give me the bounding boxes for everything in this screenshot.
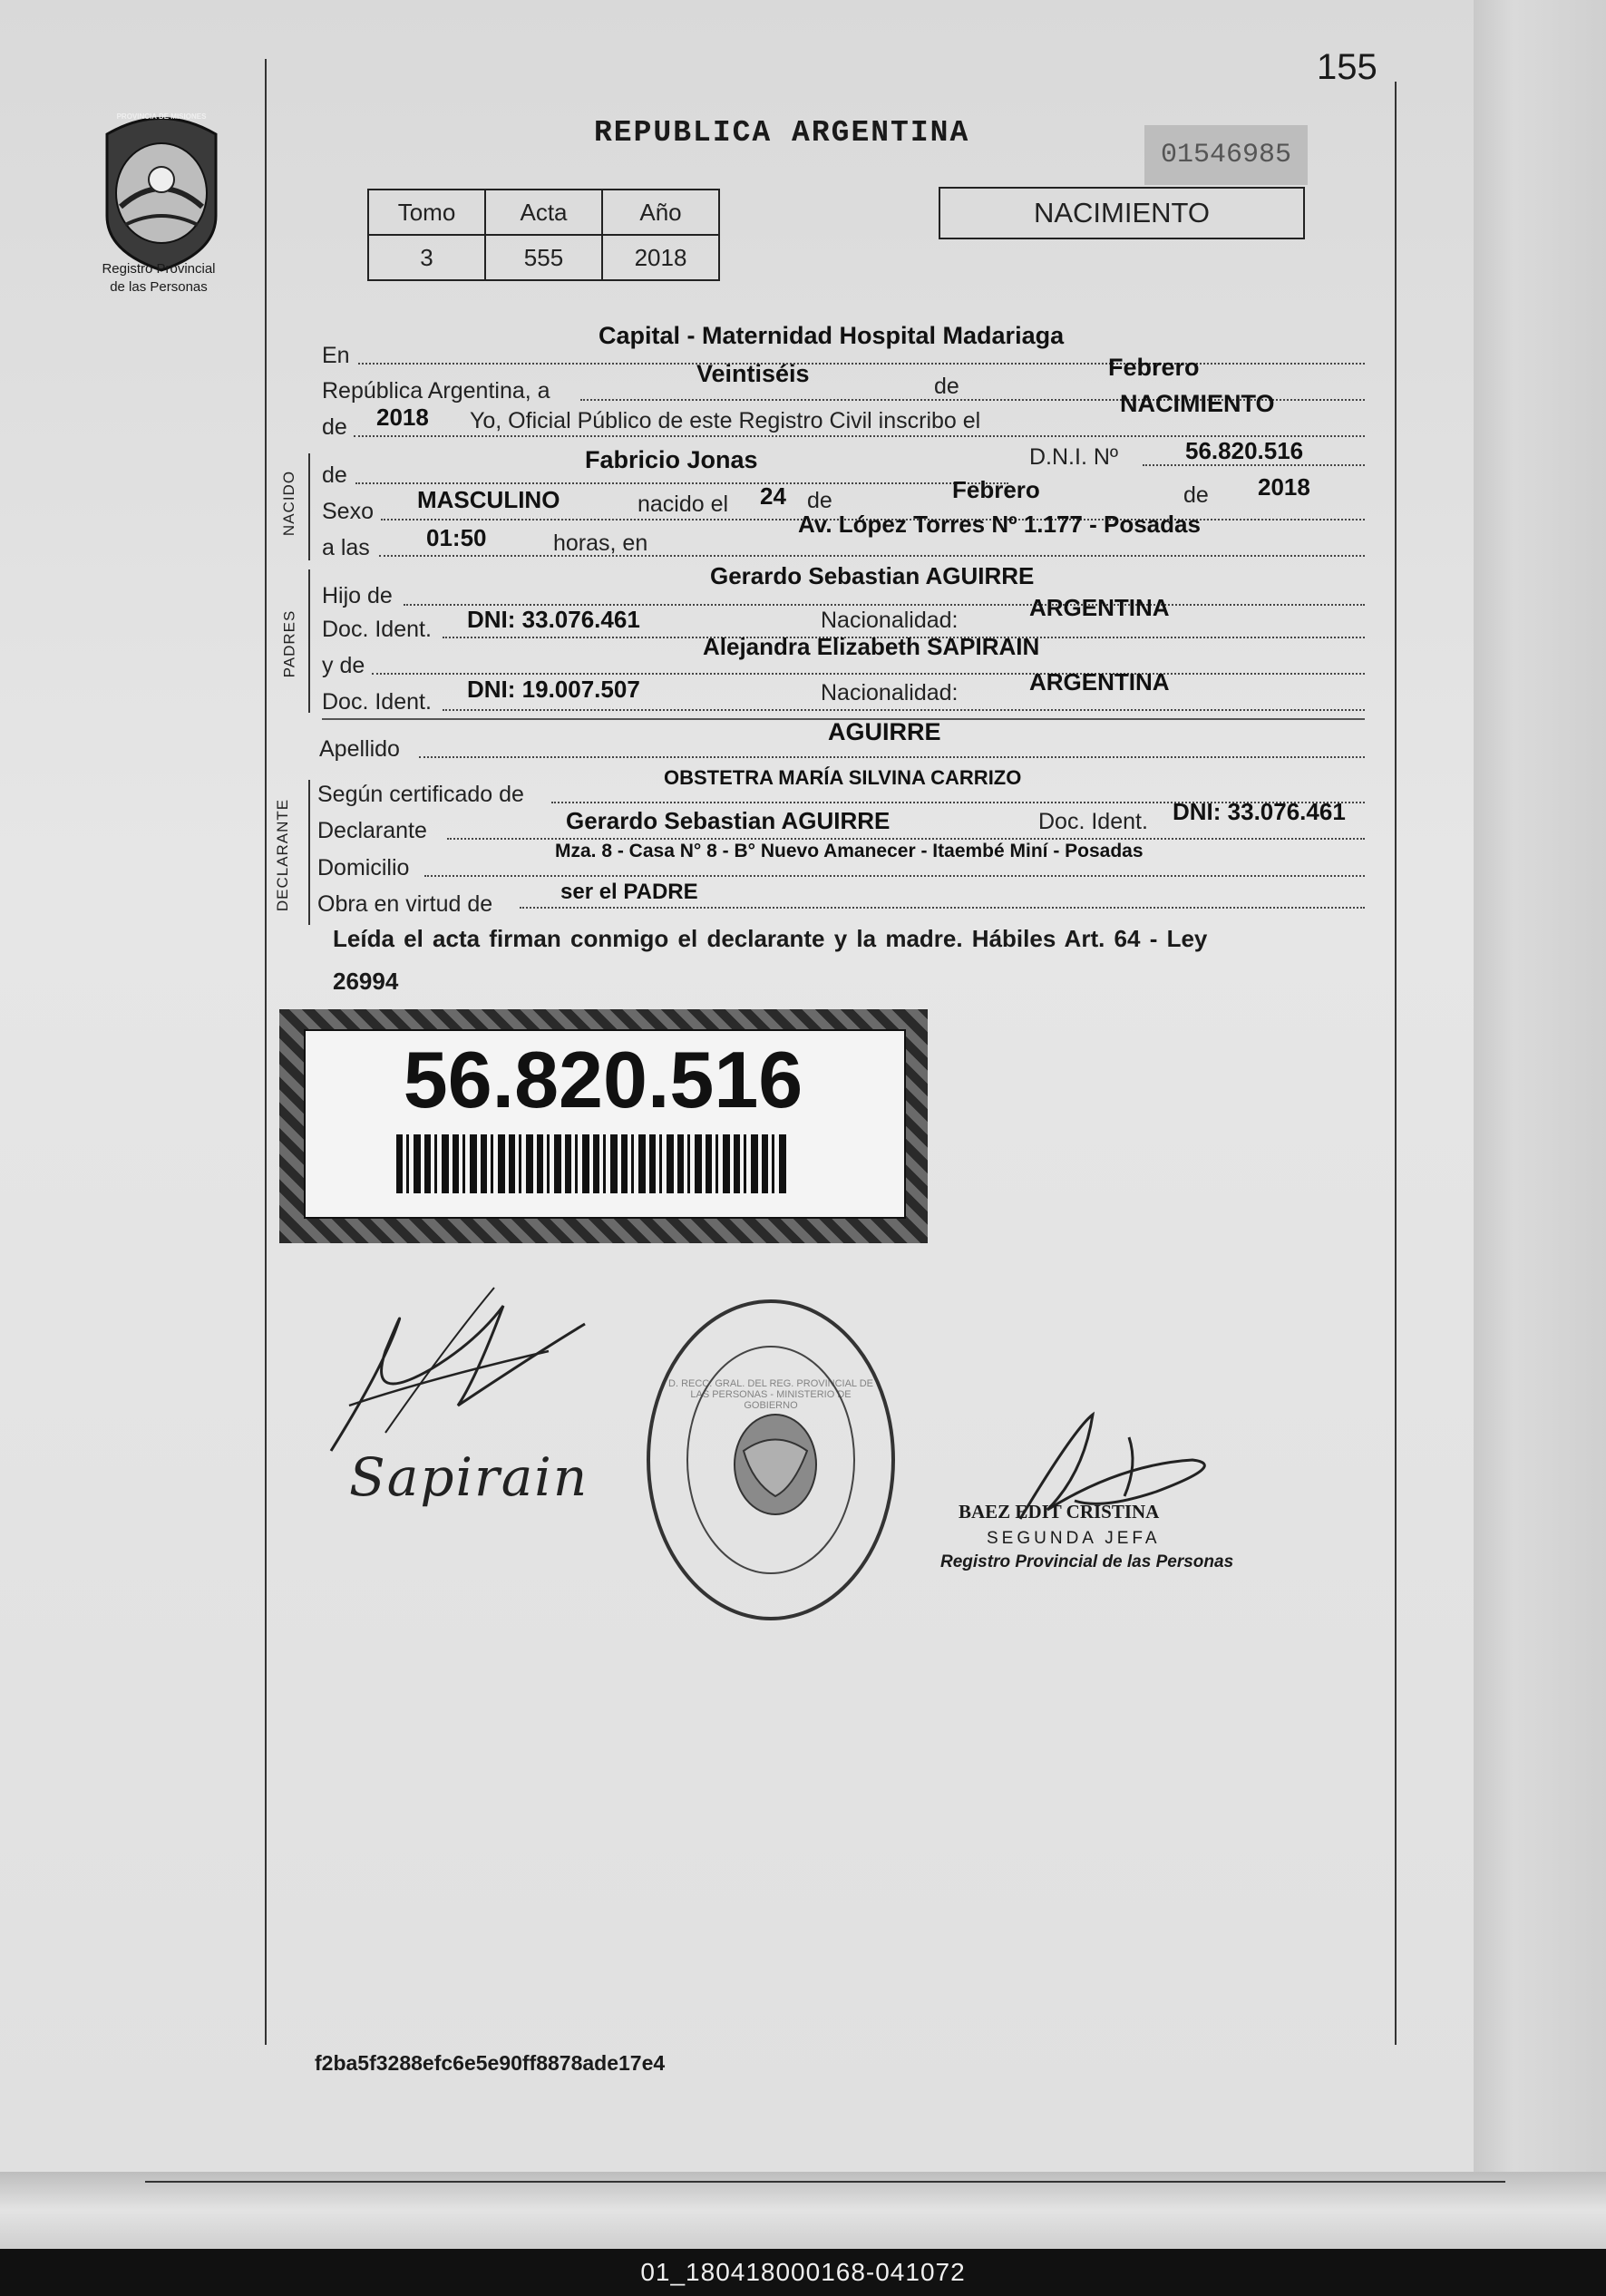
de-label: de [934,374,959,399]
birth-time: 01:50 [426,524,487,551]
apellido-value: AGUIRRE [828,718,941,745]
left-margin-line [265,59,267,2045]
seal-text: D. RECC. GRAL. DEL REG. PROVINCIAL DE LAS PERSONAS - MINISTERIO DE GOBIERNO [668,1378,873,1411]
tomo-value: 3 [368,235,485,280]
domicilio-value: Mza. 8 - Casa N° 8 - B° Nuevo Amanecer - Itaembé Miní - Posadas [555,841,1144,861]
en-label: En [322,343,350,368]
footer-id: 01_180418000168-041072 [640,2258,966,2286]
time-dots [379,555,1365,557]
obra-dots [520,907,1365,909]
barcode-bars [396,1134,786,1193]
acta-header: Acta [485,190,602,235]
page-bottom-edge [0,2172,1606,2249]
birth-month: Febrero [952,476,1040,503]
closing-line-1: Leída el acta firman conmigo el declarante y la madre. Hábiles Art. 64 - Ley [333,925,1208,952]
mother-doc: DNI: 19.007.507 [467,676,640,703]
horas-label: horas, en [553,530,648,556]
declarante-label: Declarante [317,818,427,843]
domicilio-label: Domicilio [317,855,410,880]
inscribe-text: Yo, Oficial Público de este Registro Civil inscribo el [470,408,981,433]
name-dots [355,482,1008,484]
declarante-side-label: DECLARANTE [274,798,292,912]
page-edge [1474,0,1606,2231]
en-dots [358,363,1365,365]
obra-value: ser el PADRE [560,880,698,904]
year-prefix-label: de [322,414,347,440]
declarante-dots [447,838,1365,840]
province-shield-icon [89,107,234,279]
mother-name: Alejandra Elizabeth SAPIRAIN [703,633,1040,660]
child-name: Fabricio Jonas [585,446,758,473]
declarante-doc: DNI: 33.076.461 [1173,798,1346,825]
birth-year: 2018 [1258,473,1310,501]
nacido-de-label: de [322,462,347,488]
logo-text: PROVINCIA DE MISIONES [116,112,207,121]
bottom-rule [145,2181,1505,2183]
mother-signature: Sapirain [349,1446,589,1508]
sexo-label: Sexo [322,499,374,524]
mother-nat-label: Nacionalidad: [821,680,959,705]
father-nat-label: Nacionalidad: [821,608,959,633]
declarante-value: Gerardo Sebastian AGUIRRE [566,807,891,834]
nacido-side-label: NACIDO [280,470,298,537]
inscribe-value: NACIMIENTO [1120,390,1275,417]
certificado-label: Según certificado de [317,782,524,807]
padres-side-label: PADRES [280,609,298,678]
certificado-value: OBSTETRA MARÍA SILVINA CARRIZO [664,766,1022,789]
apellido-dots [419,756,1365,758]
child-dni: 56.820.516 [1185,437,1304,464]
mother-doc-dots [443,709,1365,711]
a-las-label: a las [322,535,370,560]
register-table [367,189,720,281]
father-nat: ARGENTINA [1029,594,1170,621]
certificate-type: NACIMIENTO [939,187,1305,239]
serial-number: 01546985 [1144,125,1308,185]
mother-nat: ARGENTINA [1029,668,1170,696]
official-name: BAEZ EDIT CRISTINA [959,1501,1160,1523]
logo-caption-1: Registro Provincial [102,261,216,277]
declarante-bracket [308,780,310,925]
hijo-label: Hijo de [322,583,393,608]
nacido-bracket [308,453,310,560]
document-hash: f2ba5f3288efc6e5e90ff8878ade17e4 [315,2051,666,2075]
anio-header: Año [602,190,719,235]
closing-line-2: 26994 [333,968,399,995]
sexo-value: MASCULINO [417,486,560,513]
republica-label: República Argentina, a [322,378,550,404]
mother-doc-label: Doc. Ident. [322,689,432,715]
year-value: 2018 [376,404,429,431]
logo-caption-2: de las Personas [110,279,208,295]
father-doc: DNI: 33.076.461 [467,606,640,633]
barcode-number: 56.820.516 [403,1035,803,1124]
official-signature [993,1410,1229,1546]
padres-bracket [308,569,310,713]
right-margin-line [1395,82,1397,2045]
official-org: Registro Provincial de las Personas [940,1552,1234,1571]
tomo-header: Tomo [368,190,485,235]
month-value: Febrero [1108,354,1200,381]
father-doc-label: Doc. Ident. [322,617,432,642]
birth-de-label: de [807,488,832,513]
anio-value: 2018 [602,235,719,280]
nacido-el-label: nacido el [638,491,729,517]
declarante-signature [322,1270,612,1469]
obra-label: Obra en virtud de [317,891,493,917]
official-title: SEGUNDA JEFA [987,1529,1161,1548]
birth-de-label-2: de [1183,482,1209,508]
declarante-doc-label: Doc. Ident. [1038,809,1148,834]
en-value: Capital - Maternidad Hospital Madariaga [599,322,1065,349]
official-seal [639,1292,902,1628]
province-logo [89,107,234,279]
apellido-label: Apellido [319,736,400,762]
mother-dots [372,673,1365,675]
birth-place: Av. López Torres Nº 1.177 - Posadas [798,511,1201,538]
father-name: Gerardo Sebastian AGUIRRE [710,562,1035,589]
page-number: 155 [1317,47,1377,87]
birth-day: 24 [760,482,786,510]
document-title: REPUBLICA ARGENTINA [594,116,970,150]
domicilio-dots [424,875,1365,877]
dni-label: D.N.I. Nº [1029,444,1119,470]
acta-value: 555 [485,235,602,280]
day-value: Veintiséis [696,360,810,387]
y-de-label: y de [322,653,365,678]
